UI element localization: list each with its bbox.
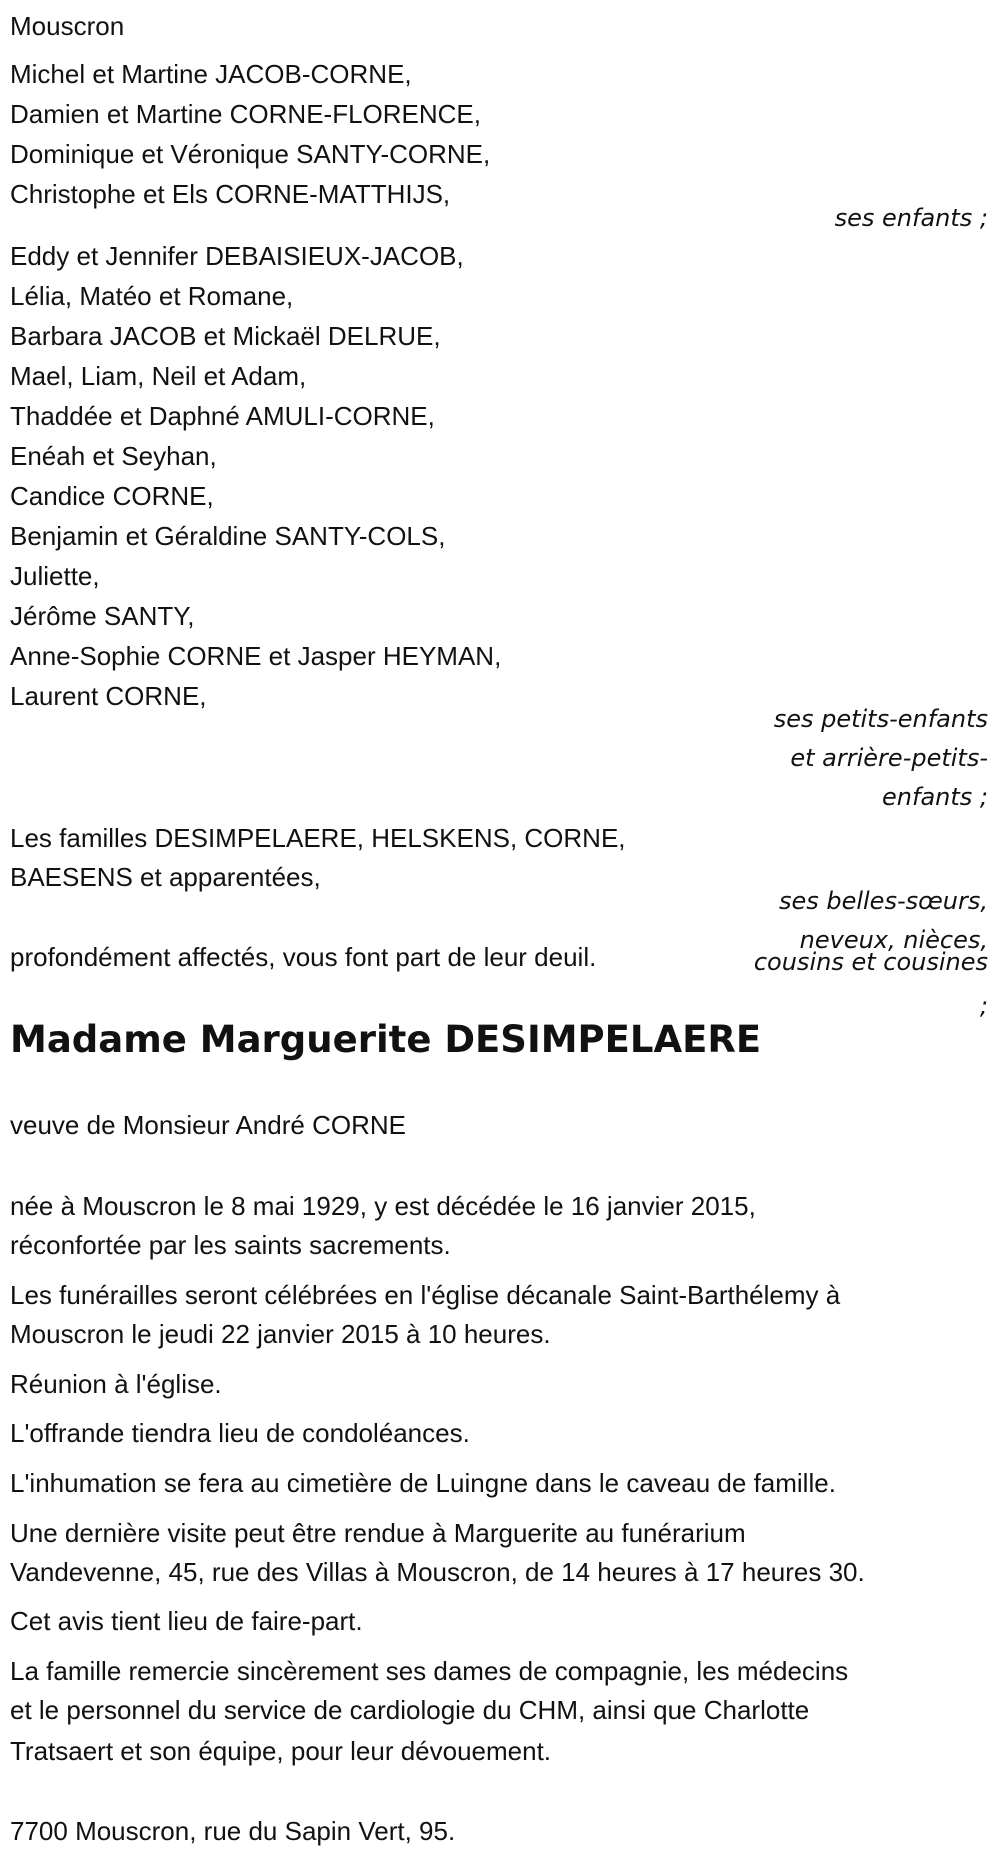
- paragraph-line: La famille remercie sincèrement ses dames de compagnie, les médecins: [10, 1656, 849, 1686]
- grandchild-line: Benjamin et Géraldine SANTY-COLS,: [10, 521, 446, 551]
- address: 7700 Mouscron, rue du Sapin Vert, 95.: [10, 1816, 456, 1846]
- paragraph-line: Vandevenne, 45, rue des Villas à Mouscron, de 14 heures à 17 heures 30.: [10, 1557, 865, 1587]
- paragraph-line: Cet avis tient lieu de faire-part.: [10, 1606, 363, 1636]
- families-label: ses belles-sœurs,: [778, 887, 988, 915]
- city: Mouscron: [10, 11, 125, 41]
- families-label: neveux, nièces,: [799, 926, 988, 954]
- grandchild-line: Laurent CORNE,: [10, 681, 207, 711]
- child-line: Dominique et Véronique SANTY-CORNE,: [10, 139, 491, 169]
- child-line: Christophe et Els CORNE-MATTHIJS,: [10, 179, 451, 209]
- grandchild-line: Eddy et Jennifer DEBAISIEUX-JACOB,: [10, 241, 464, 271]
- child-line: Michel et Martine JACOB-CORNE,: [10, 59, 412, 89]
- grandchild-line: Mael, Liam, Neil et Adam,: [10, 361, 307, 391]
- grandchild-line: Candice CORNE,: [10, 481, 214, 511]
- paragraph-line: Les funérailles seront célébrées en l'église décanale Saint-Barthélemy à: [10, 1280, 841, 1310]
- paragraph-line: Une dernière visite peut être rendue à Marguerite au funérarium: [10, 1518, 746, 1548]
- paragraph-line: Tratsaert et son équipe, pour leur dévouement.: [10, 1736, 552, 1766]
- grandchildren-label: ses petits-enfants: [773, 705, 988, 733]
- paragraph-line: Réunion à l'église.: [10, 1369, 222, 1399]
- paragraph-line: et le personnel du service de cardiologie du CHM, ainsi que Charlotte: [10, 1695, 810, 1725]
- grandchildren-label: enfants ;: [882, 783, 988, 811]
- paragraph-line: née à Mouscron le 8 mai 1929, y est décédée le 16 janvier 2015,: [10, 1191, 756, 1221]
- families-line: BAESENS et apparentées,: [10, 862, 321, 892]
- children-label: ses enfants ;: [834, 204, 988, 232]
- families-label: cousins et cousines: [753, 948, 988, 976]
- grandchild-line: Enéah et Seyhan,: [10, 441, 217, 471]
- grandchild-line: Juliette,: [10, 561, 100, 591]
- families-label: ;: [979, 992, 988, 1020]
- child-line: Damien et Martine CORNE-FLORENCE,: [10, 99, 481, 129]
- grandchildren-label: et arrière-petits-: [790, 744, 988, 772]
- paragraph-line: Mouscron le jeudi 22 janvier 2015 à 10 heures.: [10, 1319, 551, 1349]
- deceased-name: Madame Marguerite DESIMPELAERE: [10, 1018, 762, 1061]
- paragraph-line: réconfortée par les saints sacrements.: [10, 1230, 451, 1260]
- paragraph-line: L'inhumation se fera au cimetière de Luingne dans le caveau de famille.: [10, 1468, 836, 1498]
- grandchild-line: Anne-Sophie CORNE et Jasper HEYMAN,: [10, 641, 502, 671]
- closing-text: profondément affectés, vous font part de leur deuil.: [10, 942, 597, 972]
- grandchild-line: Barbara JACOB et Mickaël DELRUE,: [10, 321, 441, 351]
- grandchild-line: Thaddée et Daphné AMULI-CORNE,: [10, 401, 435, 431]
- grandchild-line: Jérôme SANTY,: [10, 601, 195, 631]
- paragraph-line: L'offrande tiendra lieu de condoléances.: [10, 1418, 470, 1448]
- widow-of: veuve de Monsieur André CORNE: [10, 1110, 406, 1140]
- families-line: Les familles DESIMPELAERE, HELSKENS, CORNE,: [10, 823, 626, 853]
- grandchild-line: Lélia, Matéo et Romane,: [10, 281, 294, 311]
